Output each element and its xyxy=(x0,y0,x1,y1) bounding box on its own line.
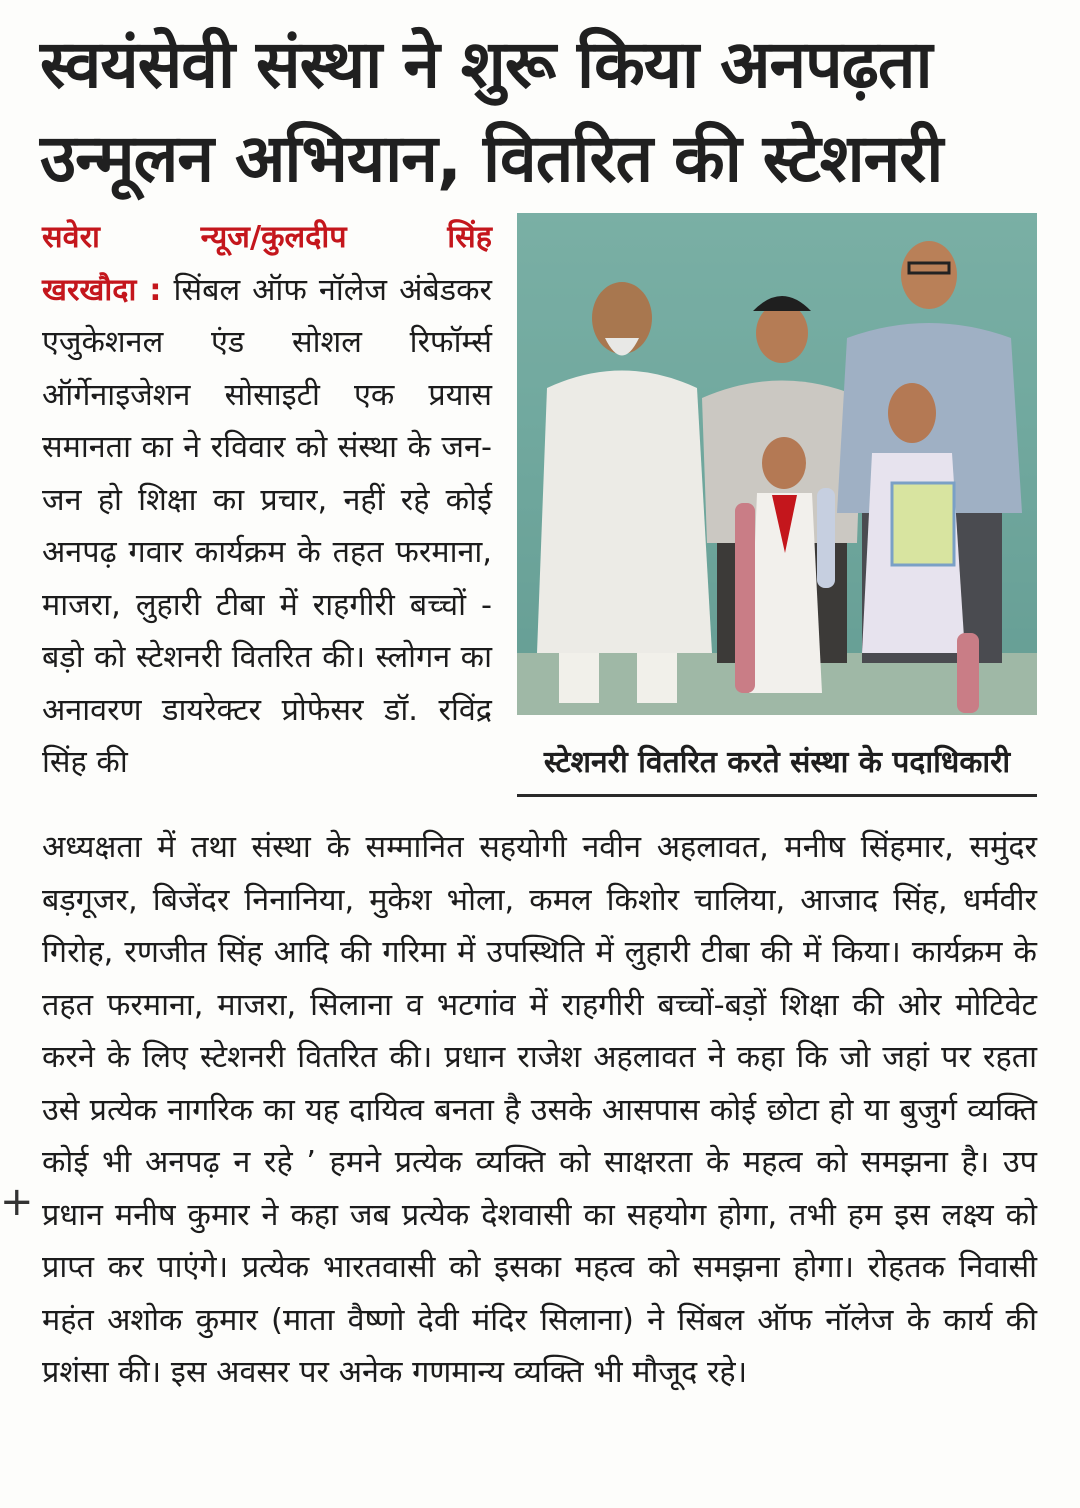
margin-plus-mark: + xyxy=(0,1179,34,1225)
news-photo xyxy=(517,213,1037,715)
article-body-left: सिंबल ऑफ नॉलेज अंबेडकर एजुकेशनल एंड सोशल रिफॉर्म्स ऑर्गेनाइजेशन सोसाइटी एक प्रयास समानता का ने रविवार को संस्था के जन-जन हो शिक्षा का प्रचार, नहीं रहे कोई अनपढ़ गवार कार्यक्रम के तहत फरमाना, माजरा, लुहारी टीबा में राहगीरी बच्चों - बड़ो को स्टेशनरी वितरित की। स्लोगन का अनावरण डायरेक्टर प्रोफेसर डॉ. रविंद्र सिंह की xyxy=(42,272,493,780)
article-column-left xyxy=(42,212,492,790)
group-photo-illustration xyxy=(517,213,1037,715)
article-body-full: अध्यक्षता में तथा संस्था के सम्मानित सहयोगी नवीन अहलावत, मनीष सिंहमार, समुंदर बड़गूजर, बिजेंदर निनानिया, मुकेश भोला, कमल किशोर चालिया, आजाद सिंह, धर्मवीर गिरोह, रणजीत सिंह आदि की गरिमा में उपस्थिति में लुहारी टीबा की में किया। कार्यक्रम के तहत फरमाना, माजरा, सिलाना व भटगांव में राहगीरी बच्चों-बड़ों शिक्षा की ओर मोटिवेट करने के लिए स्टेशनरी वितरित की। प्रधान राजेश अहलावत ने कहा कि जो जहां पर रहता उसे प्रत्येक नागरिक का यह दायित्व बनता है उसके आसपास कोई छोटा हो या बुजुर्ग व्यक्ति कोई भी अनपढ़ न रहे ’ हमने प्रत्येक व्यक्ति को साक्षरता के महत्व को समझना है। उप प्रधान मनीष कुमार ने कहा जब प्रत्येक देशवासी का सहयोग होगा, तभी हम इस लक्ष्य को प्राप्त कर पाएंगे। प्रत्येक भारतवासी को इसका महत्व को समझना होगा। रोहतक निवासी महंत अशोक कुमार (माता वैष्णो देवी मंदिर सिलाना) ने सिंबल ऑफ नॉलेज के कार्य की प्रशंसा की। इस अवसर पर अनेक गणमान्य व्यक्ति भी मौजूद रहे। xyxy=(42,830,1037,1390)
byline: सवेरा न्यूज/कुलदीप सिंह xyxy=(42,220,492,255)
headline xyxy=(40,18,1050,206)
dateline: खरखौदा : xyxy=(42,272,162,308)
headline-line-1: स्वयंसेवी संस्था ने शुरू किया अनपढ़ता xyxy=(40,26,932,103)
headline-line-2: उन्मूलन अभियान, वितरित की स्टेशनरी xyxy=(40,120,943,197)
photo-caption: स्टेशनरी वितरित करते संस्था के पदाधिकारी xyxy=(517,738,1037,797)
